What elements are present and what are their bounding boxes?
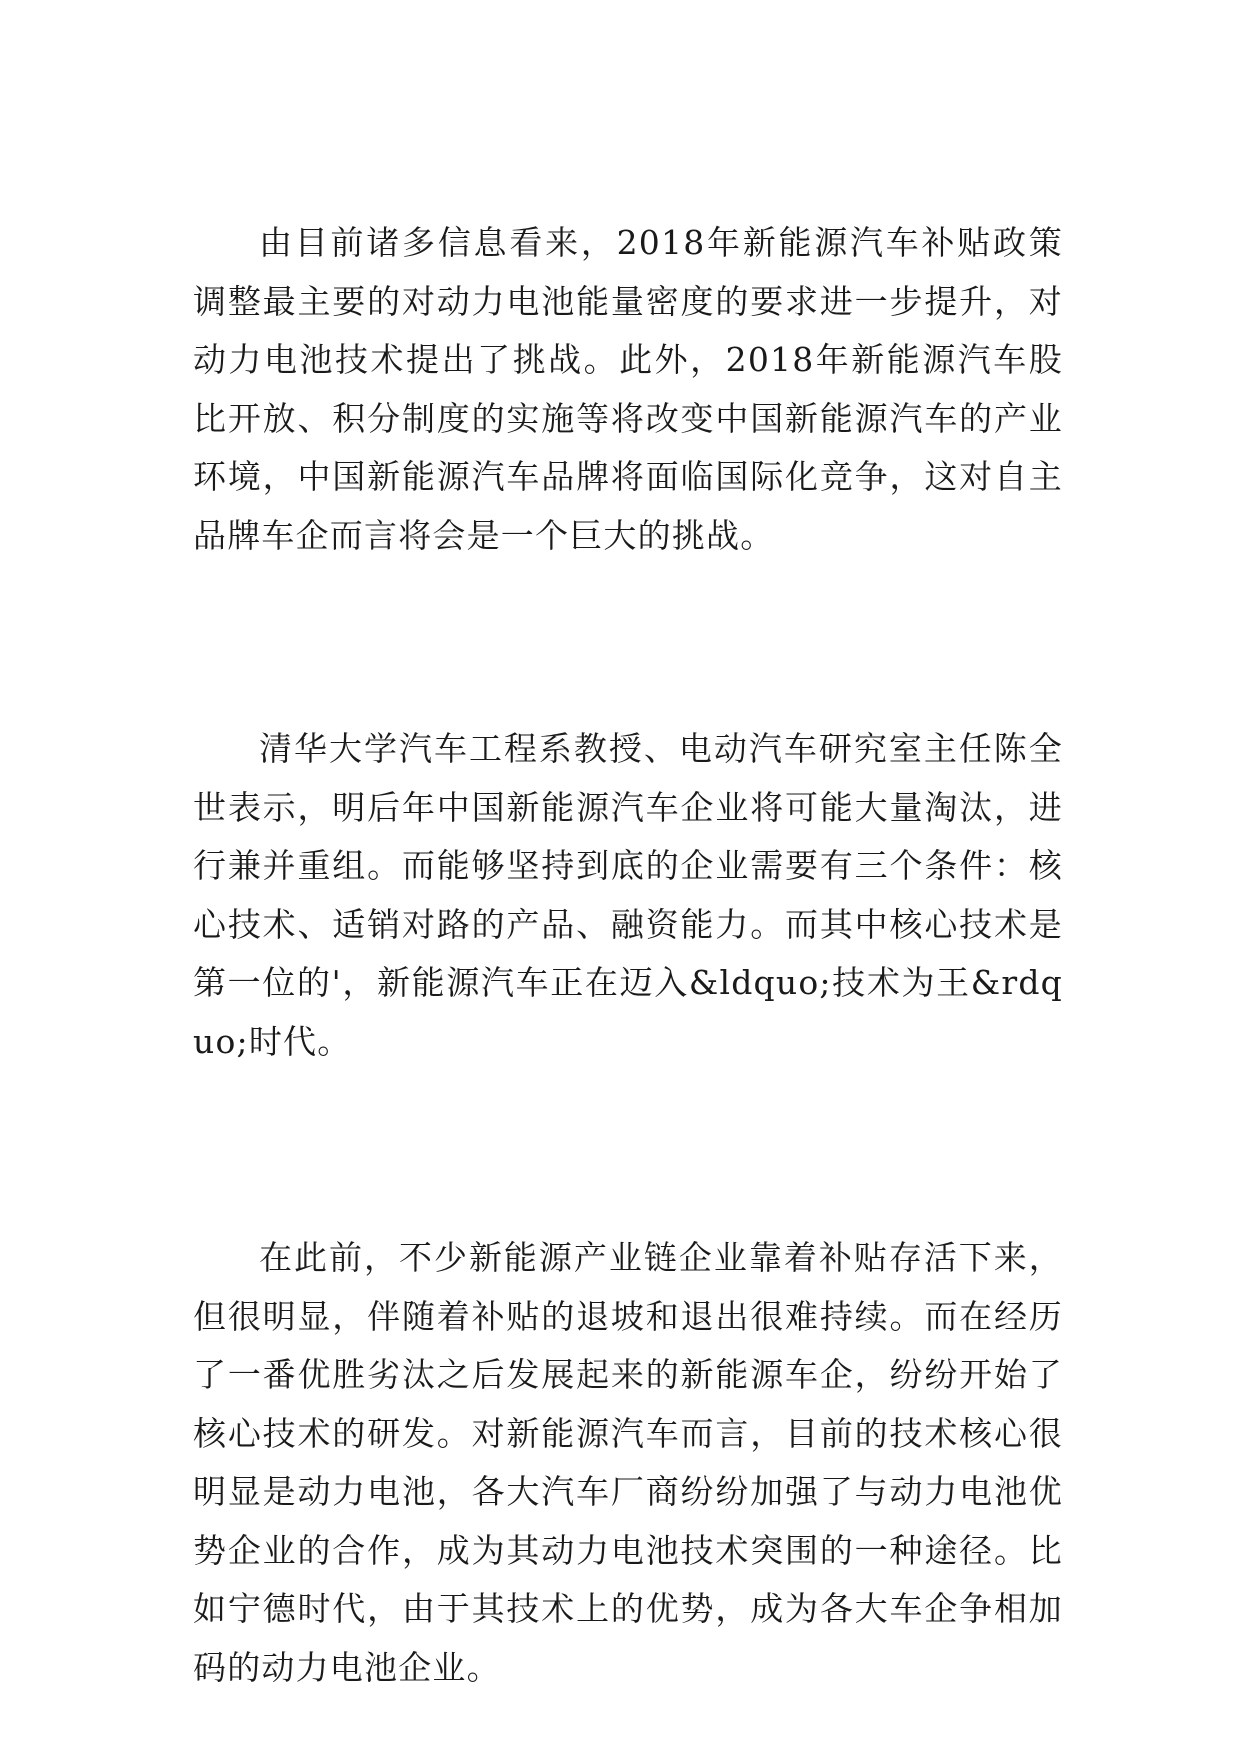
document-body <box>193 214 1063 1697</box>
paragraph-tsinghua-professor: 清华大学汽车工程系教授、电动汽车研究室主任陈全世表示，明后年中国新能源汽车企业将可能大量淘汰，进行兼并重组。而能够坚持到底的企业需要有三个条件：核心技术、适销对路的产品、融资能力。而其中核心技术是第一位的'，新能源汽车正在迈入&ldquo;技术为王&rdquo;时代。 <box>193 729 1063 1061</box>
paragraph-battery-cooperation: 在此前，不少新能源产业链企业靠着补贴存活下来，但很明显，伴随着补贴的退坡和退出很难持续。而在经历了一番优胜劣汰之后发展起来的新能源车企，纷纷开始了核心技术的研发。对新能源汽车而言，目前的技术核心很明显是动力电池，各大汽车厂商纷纷加强了与动力电池优势企业的合作，成为其动力电池技术突围的一种途径。比如宁德时代，由于其技术上的优势，成为各大车企争相加码的动力电池企业。 <box>193 1238 1063 1687</box>
paragraph-subsidy-policy: 由目前诸多信息看来，2018年新能源汽车补贴政策调整最主要的对动力电池能量密度的要求进一步提升，对动力电池技术提出了挑战。此外，2018年新能源汽车股比开放、积分制度的实施等将改变中国新能源汽车的产业环境，中国新能源汽车品牌将面临国际化竞争，这对自主品牌车企而言将会是一个巨大的挑战。 <box>193 223 1063 555</box>
